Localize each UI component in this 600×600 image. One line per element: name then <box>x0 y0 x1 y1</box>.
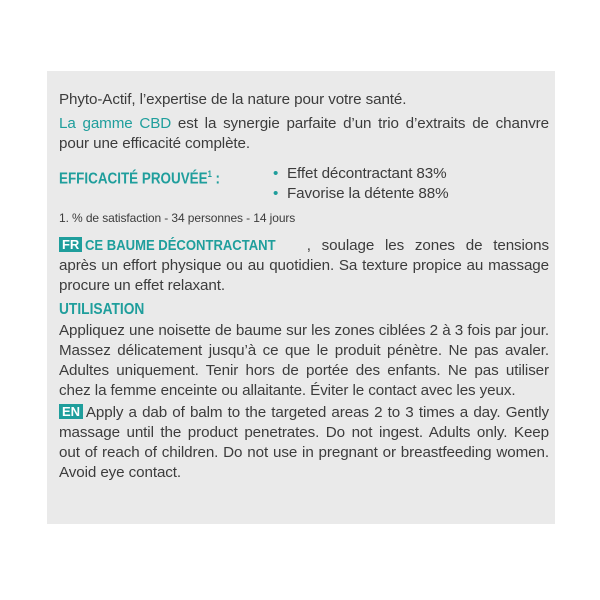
en-text: Apply a dab of balm to the targeted areas 2 to 3 times a day. Gently massage until the product penetrates. Do not ingest. Adults only. Keep out of reach of children. Do not use in pregnant or breastfeeding women. Avoid eye contact. <box>59 404 549 481</box>
fr-badge: FR <box>59 237 82 252</box>
efficacite-title: EFFICACITÉ PROUVÉE$^1$ : <box>59 169 221 188</box>
efficacite-item: • Effet décontractant 83% <box>273 164 449 184</box>
fr-paragraph <box>59 236 549 296</box>
gamme-highlight: La gamme CBD <box>59 115 172 132</box>
utilisation-text: Appliquez une noisette de baume sur les zones ciblées 2 à 3 fois par jour. Massez délicatement jusqu’à ce que le produit pénètre. Ne pas avaler. Adultes uniquement. Tenir hors de portée des enfants. Ne pas utiliser chez la femme enceinte ou allaitante. Éviter le contact avec les yeux. <box>59 322 549 399</box>
efficacite-list <box>273 164 449 204</box>
fr-lead: CE BAUME DÉCONTRACTANT <box>85 237 276 254</box>
utilisation-title: UTILISATION <box>59 301 145 318</box>
gamme-paragraph <box>59 114 549 154</box>
en-paragraph <box>59 403 549 483</box>
label-content <box>59 90 549 483</box>
fr-text: , soulage les zones de tensions après un effort physique ou au quotidien. Sa texture propice au massage procure un effet relaxant. <box>59 237 549 294</box>
efficacite-section <box>59 164 549 204</box>
footnote: 1. % de satisfaction - 34 personnes - 14 jours <box>59 211 296 225</box>
en-badge: EN <box>59 404 83 419</box>
efficacite-item: • Favorise la détente 88% <box>273 184 449 204</box>
intro-text: Phyto-Actif, l’expertise de la nature pour votre santé. <box>59 91 407 108</box>
gamme-text: est la synergie parfaite d’un trio d’extraits de chanvre pour une efficacité complète. <box>59 115 549 152</box>
